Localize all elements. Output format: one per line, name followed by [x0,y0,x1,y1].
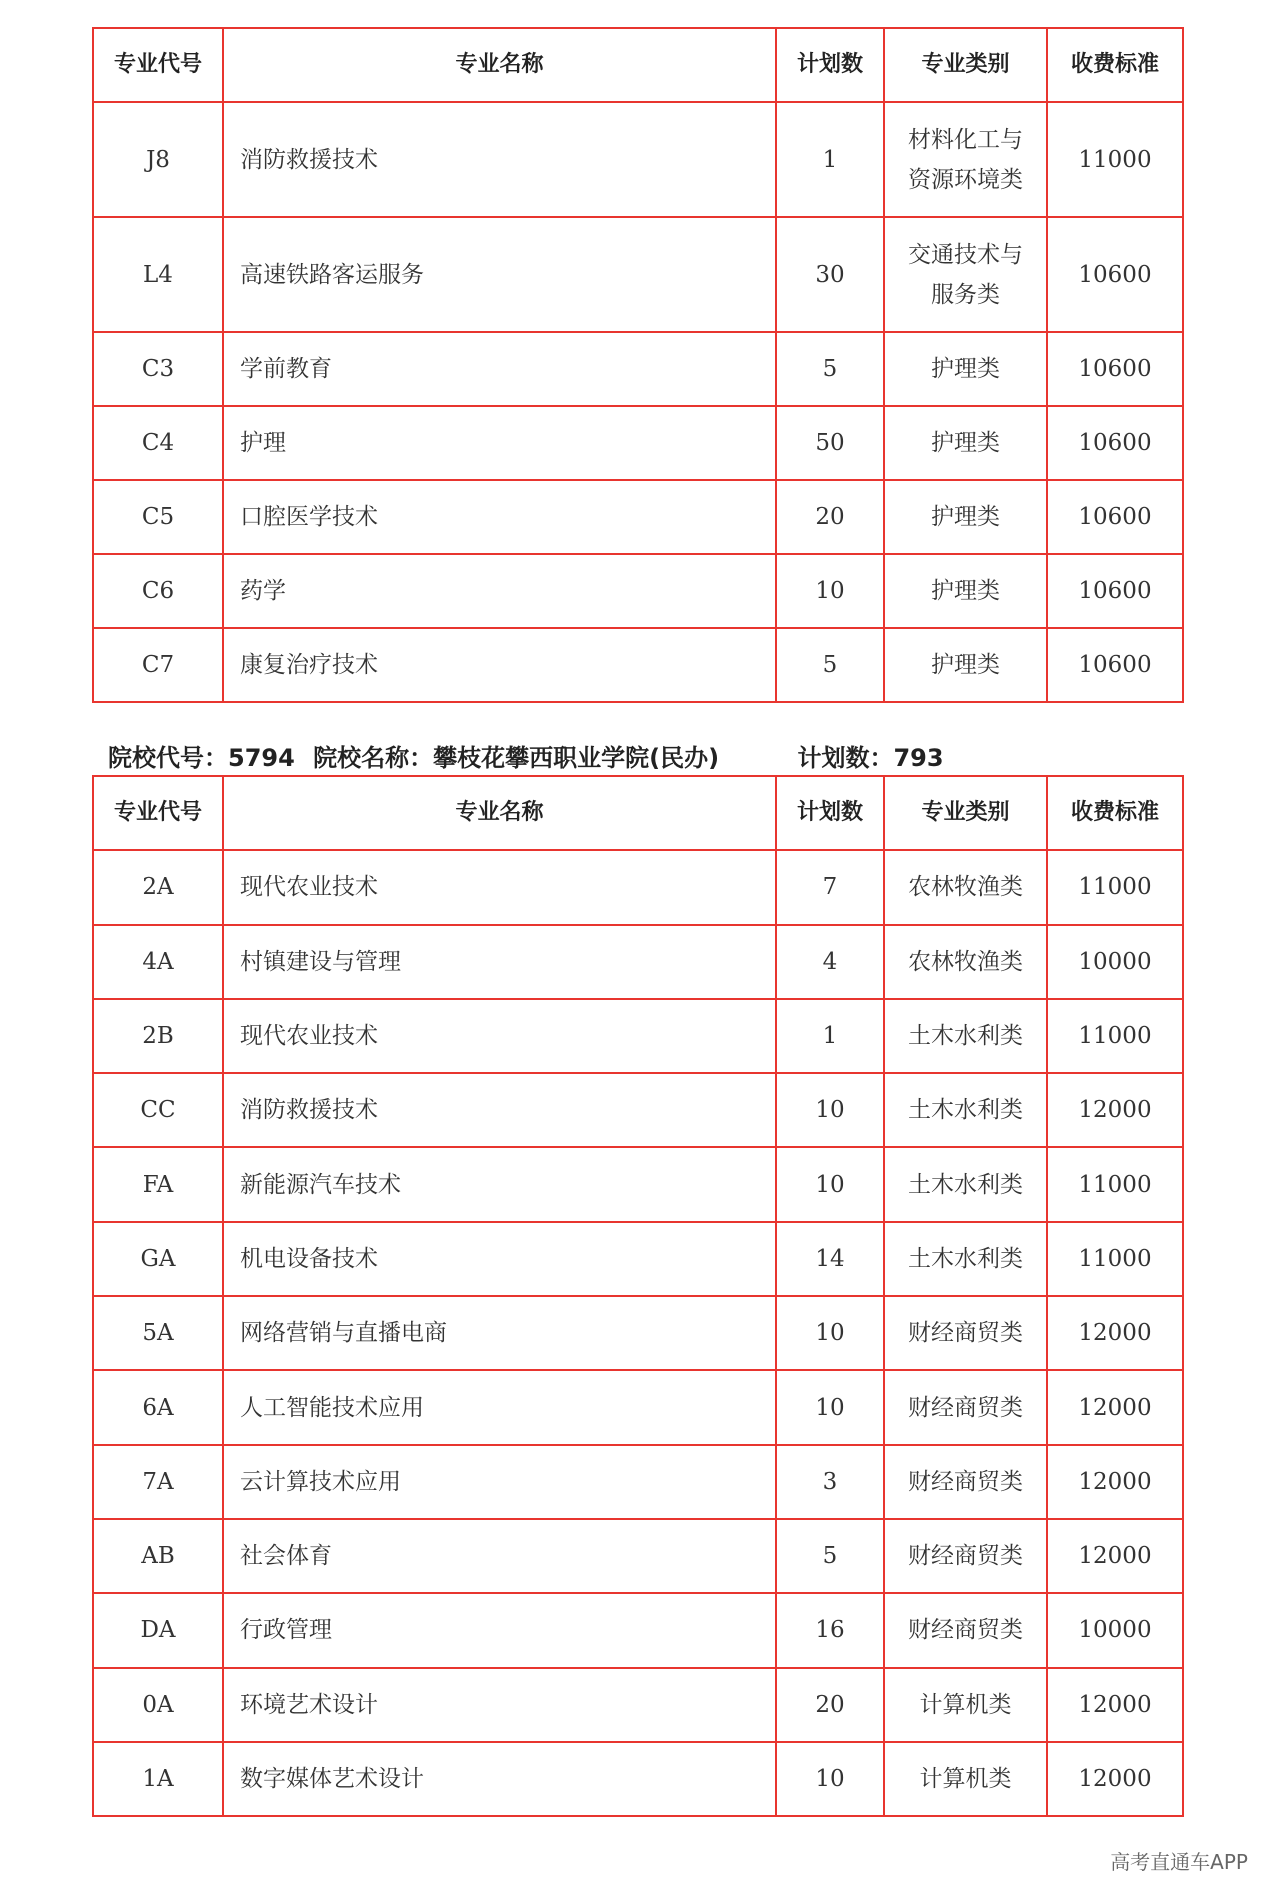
major-code: 6A [93,1370,223,1444]
major-name: 社会体育 [223,1519,776,1593]
tuition-fee: 10600 [1047,406,1183,480]
plan-count: 1 [776,102,884,217]
table-header-row [93,28,1183,102]
major-category: 护理类 [884,628,1047,702]
major-code: 4A [93,925,223,999]
table-row [93,1519,1183,1593]
major-code: 5A [93,1296,223,1370]
header-plan: 计划数 [776,28,884,102]
major-name: 机电设备技术 [223,1222,776,1296]
plan-count: 20 [776,1668,884,1742]
major-category: 财经商贸类 [884,1445,1047,1519]
major-category: 交通技术与服务类 [884,217,1047,332]
major-name: 护理 [223,406,776,480]
table-row [93,102,1183,217]
major-code: DA [93,1593,223,1667]
header-fee: 收费标准 [1047,28,1183,102]
app-watermark: 高考直通车APP [1110,1850,1248,1874]
plan-count: 10 [776,1742,884,1816]
table-row [93,1742,1183,1816]
major-code: 2B [93,999,223,1073]
table-row [93,1370,1183,1444]
table-row [93,217,1183,332]
major-code: GA [93,1222,223,1296]
major-code: C7 [93,628,223,702]
header-category: 专业类别 [884,28,1047,102]
tuition-fee: 11000 [1047,1222,1183,1296]
header-category: 专业类别 [884,776,1047,850]
tuition-fee: 12000 [1047,1742,1183,1816]
major-code: 2A [93,850,223,924]
major-name: 行政管理 [223,1593,776,1667]
tuition-fee: 10000 [1047,925,1183,999]
enrollment-table-1 [92,27,1184,703]
major-category: 财经商贸类 [884,1370,1047,1444]
table-row [93,1445,1183,1519]
major-name: 口腔医学技术 [223,480,776,554]
table-row [93,925,1183,999]
plan-count: 3 [776,1445,884,1519]
plan-count: 20 [776,480,884,554]
table-row [93,554,1183,628]
major-code: C5 [93,480,223,554]
table-row [93,1668,1183,1742]
tuition-fee: 11000 [1047,850,1183,924]
major-name: 消防救援技术 [223,1073,776,1147]
tuition-fee: 12000 [1047,1668,1183,1742]
major-category: 土木水利类 [884,1073,1047,1147]
tuition-fee: 10600 [1047,332,1183,406]
major-name: 药学 [223,554,776,628]
plan-count: 10 [776,1370,884,1444]
major-code: 7A [93,1445,223,1519]
major-code: 0A [93,1668,223,1742]
plan-count: 50 [776,406,884,480]
major-name: 康复治疗技术 [223,628,776,702]
tuition-fee: 10600 [1047,217,1183,332]
school-plan-total: 793 [893,744,944,772]
tuition-fee: 10600 [1047,554,1183,628]
plan-count: 4 [776,925,884,999]
plan-count: 10 [776,1073,884,1147]
major-category: 计算机类 [884,1668,1047,1742]
major-category: 护理类 [884,406,1047,480]
major-name: 环境艺术设计 [223,1668,776,1742]
header-name: 专业名称 [223,28,776,102]
major-category: 土木水利类 [884,1147,1047,1221]
major-category: 财经商贸类 [884,1519,1047,1593]
tuition-fee: 10600 [1047,628,1183,702]
major-code: FA [93,1147,223,1221]
major-name: 消防救援技术 [223,102,776,217]
plan-count: 10 [776,1296,884,1370]
major-code: J8 [93,102,223,217]
school-code-label: 院校代号： [108,744,228,772]
plan-count: 1 [776,999,884,1073]
tuition-fee: 11000 [1047,999,1183,1073]
table-row [93,332,1183,406]
major-category: 护理类 [884,554,1047,628]
major-category: 财经商贸类 [884,1593,1047,1667]
major-code: L4 [93,217,223,332]
school-plan-label: 计划数： [797,744,894,772]
major-category: 材料化工与资源环境类 [884,102,1047,217]
table-row [93,1147,1183,1221]
major-category: 农林牧渔类 [884,925,1047,999]
table-row [93,628,1183,702]
plan-count: 30 [776,217,884,332]
tuition-fee: 12000 [1047,1519,1183,1593]
table-row [93,1296,1183,1370]
table-header-row [93,776,1183,850]
major-name: 人工智能技术应用 [223,1370,776,1444]
major-name: 新能源汽车技术 [223,1147,776,1221]
table-row [93,999,1183,1073]
table-row [93,406,1183,480]
major-name: 村镇建设与管理 [223,925,776,999]
tuition-fee: 12000 [1047,1296,1183,1370]
plan-count: 7 [776,850,884,924]
major-name: 高速铁路客运服务 [223,217,776,332]
tuition-fee: 11000 [1047,102,1183,217]
major-code: C4 [93,406,223,480]
table-row [93,850,1183,924]
tuition-fee: 12000 [1047,1445,1183,1519]
major-name: 数字媒体艺术设计 [223,1742,776,1816]
major-category: 护理类 [884,480,1047,554]
plan-count: 16 [776,1593,884,1667]
tuition-fee: 10000 [1047,1593,1183,1667]
major-category: 护理类 [884,332,1047,406]
major-name: 云计算技术应用 [223,1445,776,1519]
major-code: AB [93,1519,223,1593]
school-info-line [108,738,944,773]
plan-count: 5 [776,1519,884,1593]
major-name: 现代农业技术 [223,850,776,924]
major-code: 1A [93,1742,223,1816]
major-category: 农林牧渔类 [884,850,1047,924]
header-fee: 收费标准 [1047,776,1183,850]
plan-count: 5 [776,332,884,406]
plan-count: 5 [776,628,884,702]
major-category: 财经商贸类 [884,1296,1047,1370]
plan-count: 10 [776,1147,884,1221]
major-category: 土木水利类 [884,1222,1047,1296]
major-code: CC [93,1073,223,1147]
table-row [93,480,1183,554]
major-name: 现代农业技术 [223,999,776,1073]
header-name: 专业名称 [223,776,776,850]
plan-count: 14 [776,1222,884,1296]
header-code: 专业代号 [93,28,223,102]
school-name-label: 院校名称： [313,744,434,772]
major-code: C3 [93,332,223,406]
major-code: C6 [93,554,223,628]
table-row [93,1222,1183,1296]
school-name: 攀枝花攀西职业学院(民办) [433,744,720,772]
major-category: 土木水利类 [884,999,1047,1073]
major-name: 网络营销与直播电商 [223,1296,776,1370]
table-row [93,1593,1183,1667]
major-name: 学前教育 [223,332,776,406]
tuition-fee: 10600 [1047,480,1183,554]
enrollment-table-2 [92,775,1184,1817]
table-row [93,1073,1183,1147]
tuition-fee: 12000 [1047,1370,1183,1444]
tuition-fee: 12000 [1047,1073,1183,1147]
plan-count: 10 [776,554,884,628]
school-code: 5794 [228,744,295,772]
header-code: 专业代号 [93,776,223,850]
header-plan: 计划数 [776,776,884,850]
tuition-fee: 11000 [1047,1147,1183,1221]
major-category: 计算机类 [884,1742,1047,1816]
